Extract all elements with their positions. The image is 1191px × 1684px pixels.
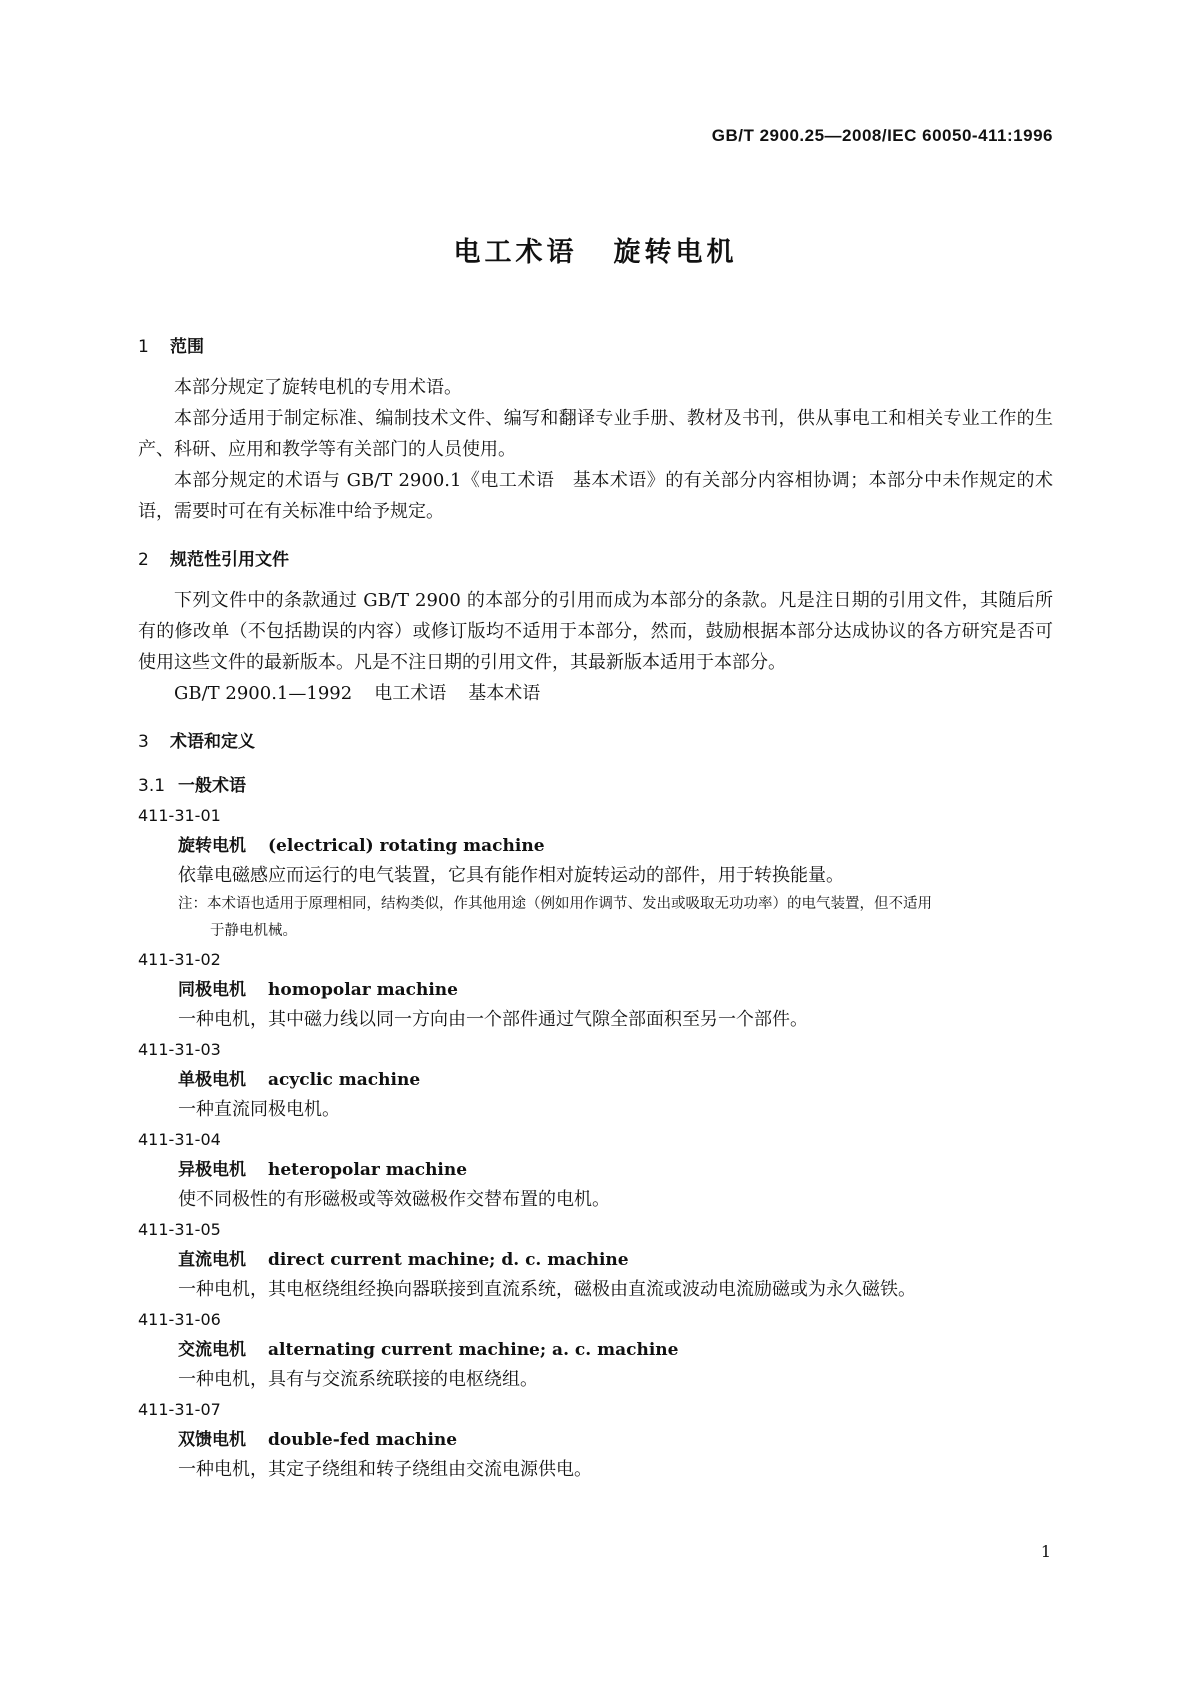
term-note-line: 注：本术语也适用于原理相同，结构类似，作其他用途（例如用作调节、发出或吸取无功功率）的电气装置，但不适用 — [178, 896, 932, 912]
term-entry-number: 411-31-02 — [138, 950, 221, 969]
scope-paragraph: 本部分规定了旋转电机的专用术语。 — [174, 377, 462, 398]
reference-title-1: 电工术语 — [374, 683, 447, 704]
term-english: acyclic machine — [268, 1070, 421, 1090]
term-entry-number: 411-31-05 — [138, 1220, 221, 1239]
term-definition: 一种电机，其中磁力线以同一方向由一个部件通过气隙全部面积至另一个部件。 — [178, 1009, 808, 1030]
term-chinese: 异极电机 — [178, 1160, 246, 1180]
scope-paragraph: 本部分规定的术语与 GB/T 2900.1《电工术语 基本术语》的有关部分内容相协调；本部分中未作规定的术语，需要时可在有关标准中给予规定。 — [138, 470, 1053, 522]
term-heading — [138, 1155, 1053, 1185]
section-heading-normative-references — [138, 545, 1053, 575]
term-english: heteropolar machine — [268, 1160, 468, 1180]
term-definition: 一种电机，其定子绕组和转子绕组由交流电源供电。 — [178, 1459, 592, 1480]
subsection-number: 3.1 — [138, 776, 166, 796]
term-chinese: 单极电机 — [178, 1070, 246, 1090]
term-english: alternating current machine; a. c. machine — [268, 1340, 679, 1360]
term-english: homopolar machine — [268, 980, 458, 1000]
section-number: 2 — [138, 550, 149, 570]
normative-reference — [138, 678, 1053, 709]
term-heading — [138, 1245, 1053, 1275]
term-chinese: 直流电机 — [178, 1250, 246, 1270]
section-heading-terms — [138, 727, 1053, 757]
subsection-heading-general-terms — [138, 771, 1053, 801]
term-entry-number: 411-31-01 — [138, 806, 221, 825]
section-title: 规范性引用文件 — [170, 550, 289, 570]
term-heading — [138, 1335, 1053, 1365]
page-number: 1 — [1040, 1542, 1051, 1561]
term-definition: 一种直流同极电机。 — [178, 1099, 340, 1120]
scope-paragraph: 本部分适用于制定标准、编制技术文件、编写和翻译专业手册、教材及书刊，供从事电工和相关专业工作的生产、科研、应用和教学等有关部门的人员使用。 — [138, 408, 1053, 460]
term-definition: 使不同极性的有形磁极或等效磁极作交替布置的电机。 — [178, 1189, 610, 1210]
title-part-2: 旋转电机 — [613, 237, 738, 268]
term-definition: 依靠电磁感应而运行的电气装置，它具有能作相对旋转运动的部件，用于转换能量。 — [178, 865, 844, 886]
term-definition: 一种电机，其电枢绕组经换向器联接到直流系统，磁极由直流或波动电流励磁或为永久磁铁。 — [178, 1279, 916, 1300]
title-part-1: 电工术语 — [453, 237, 578, 268]
term-chinese: 交流电机 — [178, 1340, 246, 1360]
term-chinese: 旋转电机 — [178, 836, 246, 856]
term-definition: 一种电机，具有与交流系统联接的电枢绕组。 — [178, 1369, 538, 1390]
term-heading — [138, 1065, 1053, 1095]
section-number: 3 — [138, 732, 149, 752]
term-english: (electrical) rotating machine — [268, 836, 545, 856]
term-entry-number: 411-31-06 — [138, 1310, 221, 1329]
term-chinese: 同极电机 — [178, 980, 246, 1000]
term-heading — [138, 1425, 1053, 1455]
term-chinese: 双馈电机 — [178, 1430, 246, 1450]
reference-title-2: 基本术语 — [468, 683, 541, 704]
document-title — [0, 230, 1191, 269]
term-heading — [138, 975, 1053, 1005]
term-english: double-fed machine — [268, 1430, 458, 1450]
section-title: 范围 — [170, 337, 204, 357]
reference-code: GB/T 2900.1—1992 — [174, 683, 353, 704]
term-entry-number: 411-31-07 — [138, 1400, 221, 1419]
subsection-title: 一般术语 — [178, 776, 246, 796]
standard-code: GB/T 2900.25—2008/IEC 60050-411:1996 — [711, 126, 1053, 145]
section-heading-scope — [138, 332, 1053, 362]
term-english: direct current machine; d. c. machine — [268, 1250, 629, 1270]
section-number: 1 — [138, 337, 149, 357]
document-body — [138, 332, 1053, 1485]
section-title: 术语和定义 — [170, 732, 255, 752]
term-note — [138, 891, 1053, 945]
term-heading — [138, 831, 1053, 861]
normative-paragraph: 下列文件中的条款通过 GB/T 2900 的本部分的引用而成为本部分的条款。凡是注日期的引用文件，其随后所有的修改单（不包括勘误的内容）或修订版均不适用于本部分，然而，鼓励根据本部分达成协议的各方研究是否可使用这些文件的最新版本。凡是不注日期的引用文件，其最新版本适用于本部分。 — [138, 590, 1053, 673]
term-entry-number: 411-31-04 — [138, 1130, 221, 1149]
term-entry-number: 411-31-03 — [138, 1040, 221, 1059]
term-note-line: 于静电机械。 — [210, 923, 297, 939]
